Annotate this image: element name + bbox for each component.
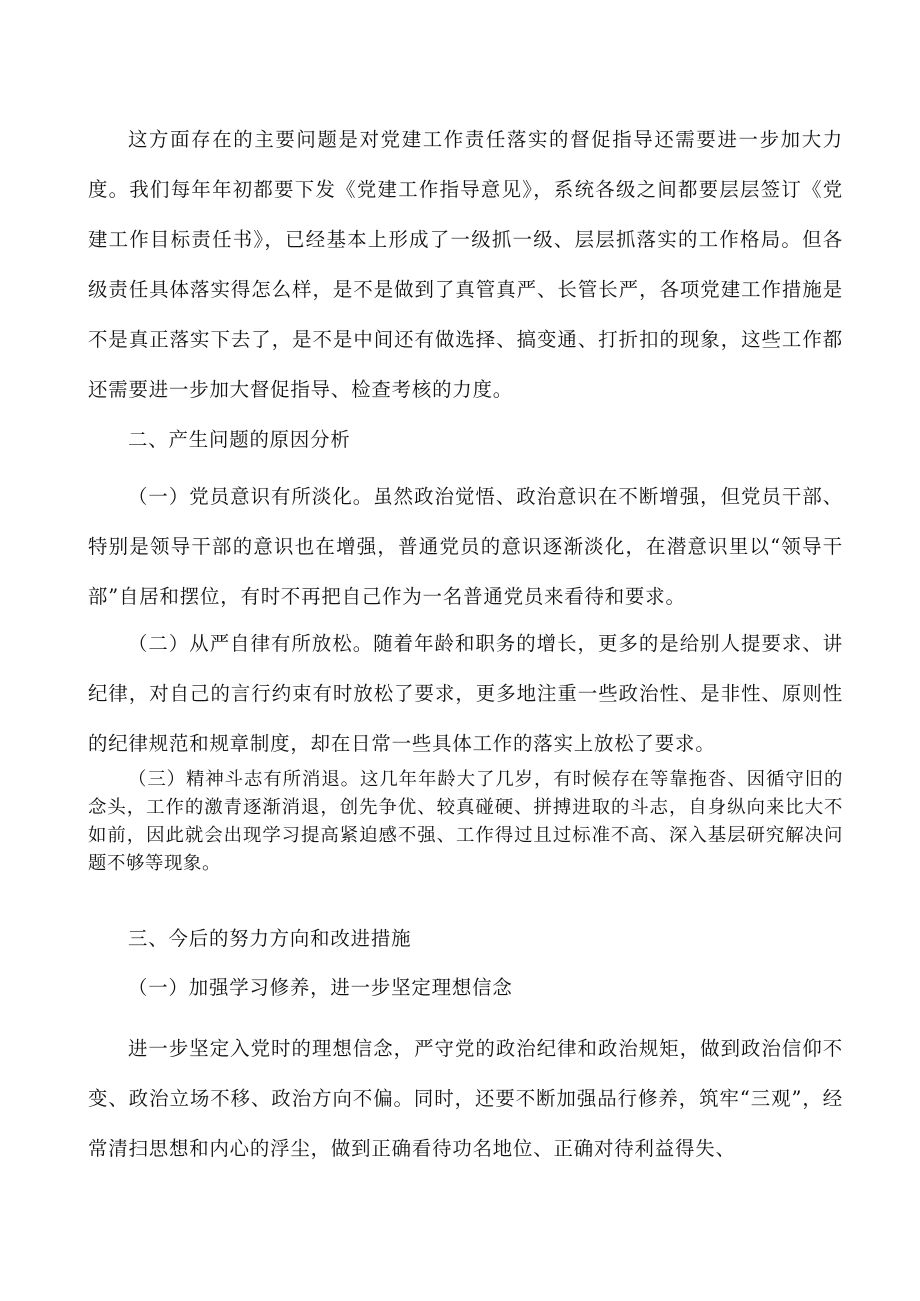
subheading-strengthen-study: （一）加强学习修养，进一步坚定理想信念 bbox=[128, 976, 513, 999]
paragraph-ideals-beliefs: 进一步坚定入党时的理想信念，严守党的政治纪律和政治规矩，做到政治信仰不变、政治立场不移、政治方向不偏。同时，还要不断加强品行修养，筑牢“三观”，经常清扫思想和内心的浮尘，做到正确看待功名地位、正确对待利益得失、 bbox=[88, 1037, 843, 1160]
paragraph-supervision-problem: 这方面存在的主要问题是对党建工作责任落实的督促指导还需要进一步加大力度。我们每年年初都要下发《党建工作指导意见》，系统各级之间都要层层签订《党建工作目标责任书》，已经基本上形成了一级抓一级、层层抓落实的工作格局。但各级责任具体落实得怎么样，是不是做到了真管真严、长管长严，各项党建工作措施是不是真正落实下去了，是不是中间还有做选择、搞变通、打折扣的现象，这些工作都还需要进一步加大督促指导、检查考核的力度。 bbox=[88, 128, 843, 401]
paragraph-party-awareness: （一）党员意识有所淡化。虽然政治觉悟、政治意识在不断增强，但党员干部、特别是领导干部的意识也在增强，普通党员的意识逐渐淡化，在潜意识里以“领导干部”自居和摆位，有时不再把自己作为一名普通党员来看待和要求。 bbox=[88, 485, 843, 608]
paragraph-self-discipline: （二）从严自律有所放松。随着年龄和职务的增长，更多的是给别人提要求、讲纪律，对自己的言行约束有时放松了要求，更多地注重一些政治性、是非性、原则性的纪律规范和规章制度，却在日常一些具体工作的落实上放松了要求。 bbox=[88, 632, 843, 755]
section-heading-cause-analysis: 二、产生问题的原因分析 bbox=[128, 428, 351, 451]
paragraph-fighting-spirit: （三）精神斗志有所消退。这几年年龄大了几岁，有时候存在等靠拖沓、因循守旧的念头，工作的激青逐渐消退，创先争优、较真碰硬、拼搏进取的斗志，自身纵向来比大不如前，因此就会出现学习提高紧迫感不强、工作得过且过标准不高、深入基层研究解决问题不够等现象。 bbox=[88, 769, 843, 874]
section-heading-improvement-measures: 三、今后的努力方向和改进措施 bbox=[128, 927, 412, 950]
